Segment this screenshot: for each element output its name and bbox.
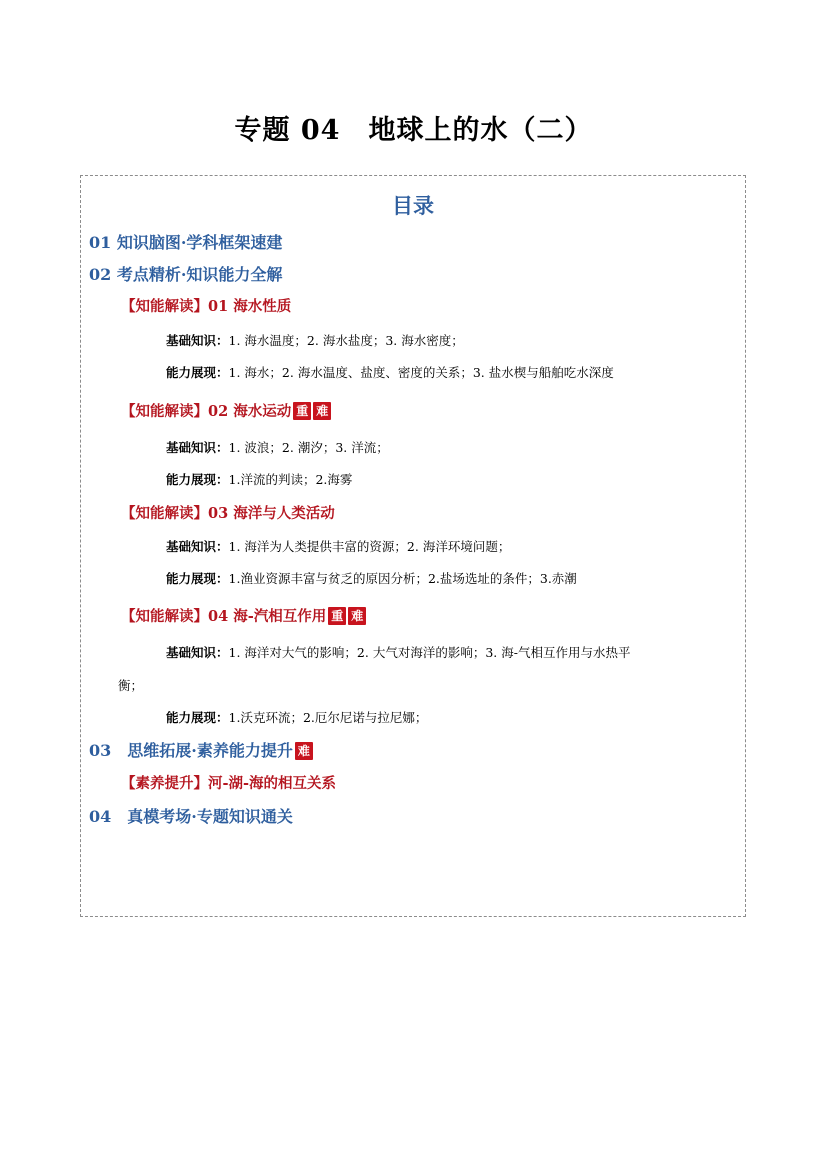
toc-box xyxy=(80,175,746,917)
ability-line xyxy=(166,470,352,488)
ability-text: 1.渔业资源丰富与贫乏的原因分析；2.盐场选址的条件；3.赤潮 xyxy=(228,571,577,586)
ability-text: 1.洋流的判读；2.海雾 xyxy=(228,472,353,487)
ability-line xyxy=(166,363,614,381)
entry-title: 02 海水运动 xyxy=(208,403,292,420)
toc-entry-literacy[interactable]: 【素养提升】河-湖-海的相互关系 xyxy=(121,775,337,792)
basic-text: 1. 海洋为人类提供丰富的资源；2. 海洋环境问题； xyxy=(228,539,511,554)
ability-label: 能力展现： xyxy=(166,571,229,586)
tag-difficult-icon: 难 xyxy=(313,402,331,420)
toc-section-02[interactable]: 02 考点精析·知识能力全解 xyxy=(89,265,283,284)
entry-prefix: 【知能解读】 xyxy=(121,403,208,420)
basic-label: 基础知识： xyxy=(166,440,229,455)
entry-title: 01 海水性质 xyxy=(208,298,292,315)
basic-knowledge-line xyxy=(166,537,510,555)
entry-prefix: 【知能解读】 xyxy=(121,505,208,522)
tag-important-icon: 重 xyxy=(293,402,311,420)
tag-difficult-icon: 难 xyxy=(295,742,313,760)
toc-entry-04[interactable] xyxy=(121,605,366,626)
ability-label: 能力展现： xyxy=(166,710,229,725)
entry-prefix: 【知能解读】 xyxy=(121,298,208,315)
ability-text: 1. 海水；2. 海水温度、盐度、密度的关系；3. 盐水楔与船舶吃水深度 xyxy=(228,365,614,380)
toc-heading: 目录 xyxy=(392,193,434,218)
tag-important-icon: 重 xyxy=(328,607,346,625)
entry-title: 04 海-汽相互作用 xyxy=(208,608,327,625)
basic-text: 1. 海水温度；2. 海水盐度；3. 海水密度； xyxy=(228,333,464,348)
toc-entry-03[interactable] xyxy=(121,502,335,523)
entry-prefix: 【知能解读】 xyxy=(121,608,208,625)
toc-entry-02[interactable] xyxy=(121,400,331,421)
basic-knowledge-line xyxy=(166,643,630,661)
ability-label: 能力展现： xyxy=(166,365,229,380)
ability-label: 能力展现： xyxy=(166,472,229,487)
toc-entry-01[interactable] xyxy=(121,295,291,316)
section-title: 03 思维拓展·素养能力提升 xyxy=(89,741,293,760)
tag-difficult-icon: 难 xyxy=(348,607,366,625)
toc-section-04[interactable]: 04 真模考场·专题知识通关 xyxy=(89,807,293,826)
basic-text: 1. 波浪；2. 潮汐；3. 洋流； xyxy=(228,440,389,455)
basic-knowledge-line xyxy=(166,331,464,349)
page-title: 专题 04 地球上的水（二） xyxy=(234,115,593,146)
entry-title: 03 海洋与人类活动 xyxy=(208,505,335,522)
toc-section-03[interactable] xyxy=(89,738,313,761)
basic-label: 基础知识： xyxy=(166,333,229,348)
basic-label: 基础知识： xyxy=(166,539,229,554)
basic-knowledge-line xyxy=(166,438,389,456)
ability-line xyxy=(166,569,577,587)
basic-knowledge-continuation: 衡； xyxy=(118,678,144,693)
ability-line xyxy=(166,708,427,726)
toc-section-01[interactable]: 01 知识脑图·学科框架速建 xyxy=(89,233,283,252)
basic-label: 基础知识： xyxy=(166,645,229,660)
basic-text: 1. 海洋对大气的影响；2. 大气对海洋的影响；3. 海-气相互作用与水热平 xyxy=(228,645,631,660)
ability-text: 1.沃克环流；2.厄尔尼诺与拉尼娜； xyxy=(228,710,428,725)
